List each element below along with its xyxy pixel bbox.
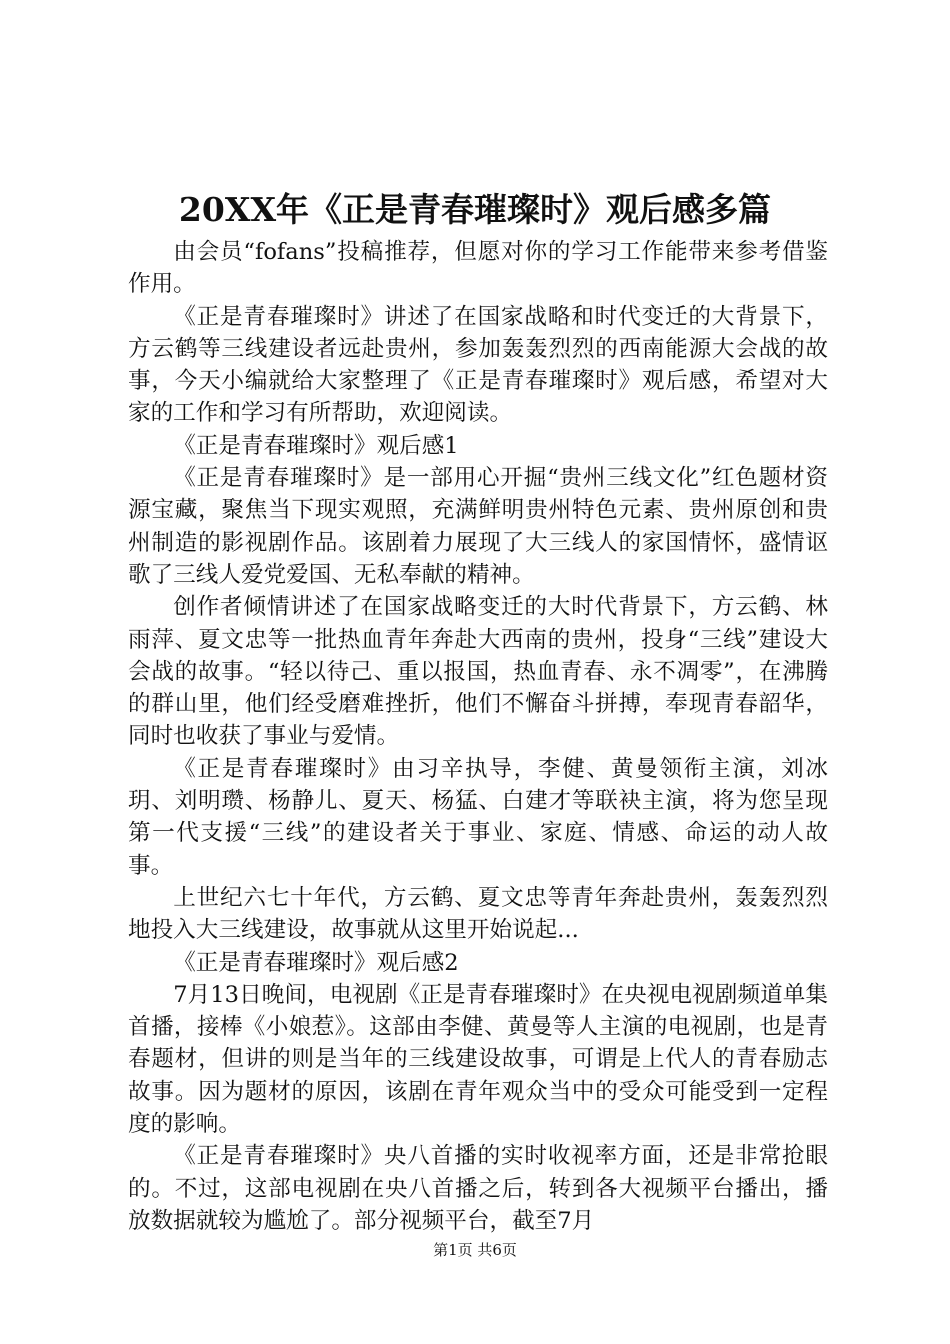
page-number-footer: 第1页 共6页 bbox=[433, 1241, 517, 1259]
section-heading-1: 《正是青春璀璨时》观后感1 bbox=[173, 432, 459, 459]
paragraph: 《正是青春璀璨时》是一部用心开掘“贵州三线文化”红色题材资源宝藏，聚焦当下现实观照，充满鲜明贵州特色元素、贵州原创和贵州制造的影视剧作品。该剧着力展现了大三线人的家国情怀，盛情讴歌了三线人爱党爱国、无私奉献的精神。 bbox=[128, 465, 828, 588]
document-title: 20XX年《正是青春璀璨时》观后感多篇 bbox=[178, 190, 772, 229]
paragraph: 上世纪六七十年代，方云鹤、夏文忠等青年奔赴贵州，轰轰烈烈地投入大三线建设，故事就从这里开始说起... bbox=[128, 884, 828, 944]
document-body bbox=[128, 236, 828, 1237]
paragraph: 《正是青春璀璨时》由习辛执导，李健、黄曼领衔主演，刘冰玥、刘明瓒、杨静儿、夏天、杨猛、白建才等联袂主演，将为您呈现第一代支援“三线”的建设者关于事业、家庭、情感、命运的动人故事。 bbox=[128, 755, 828, 879]
paragraph-intro: 由会员“fofans”投稿推荐，但愿对你的学习工作能带来参考借鉴作用。 bbox=[128, 239, 828, 298]
paragraph-summary: 《正是青春璀璨时》讲述了在国家战略和时代变迁的大背景下，方云鹤等三线建设者远赴贵州，参加轰轰烈烈的西南能源大会战的故事，今天小编就给大家整理了《正是青春璀璨时》观后感，希望对大家的工作和学习有所帮助，欢迎阅读。 bbox=[128, 303, 828, 427]
paragraph: 《正是青春璀璨时》央八首播的实时收视率方面，还是非常抢眼的。不过，这部电视剧在央八首播之后，转到各大视频平台播出，播放数据就较为尴尬了。部分视频平台，截至7月 bbox=[128, 1143, 828, 1234]
paragraph: 7月13日晚间，电视剧《正是青春璀璨时》在央视电视剧频道单集首播，接棒《小娘惹》。这部由李健、黄曼等人主演的电视剧，也是青春题材，但讲的则是当年的三线建设故事，可谓是上代人的青春励志故事。因为题材的原因，该剧在青年观众当中的受众可能受到一定程度的影响。 bbox=[128, 981, 828, 1138]
section-heading-2: 《正是青春璀璨时》观后感2 bbox=[173, 949, 459, 976]
paragraph: 创作者倾情讲述了在国家战略变迁的大时代背景下，方云鹤、林雨萍、夏文忠等一批热血青年奔赴大西南的贵州，投身“三线”建设大会战的故事。“轻以待己、重以报国，热血青春、永不凋零”，在沸腾的群山里，他们经受磨难挫折，他们不懈奋斗拼搏，奉现青春韶华，同时也收获了事业与爱情。 bbox=[128, 594, 828, 750]
